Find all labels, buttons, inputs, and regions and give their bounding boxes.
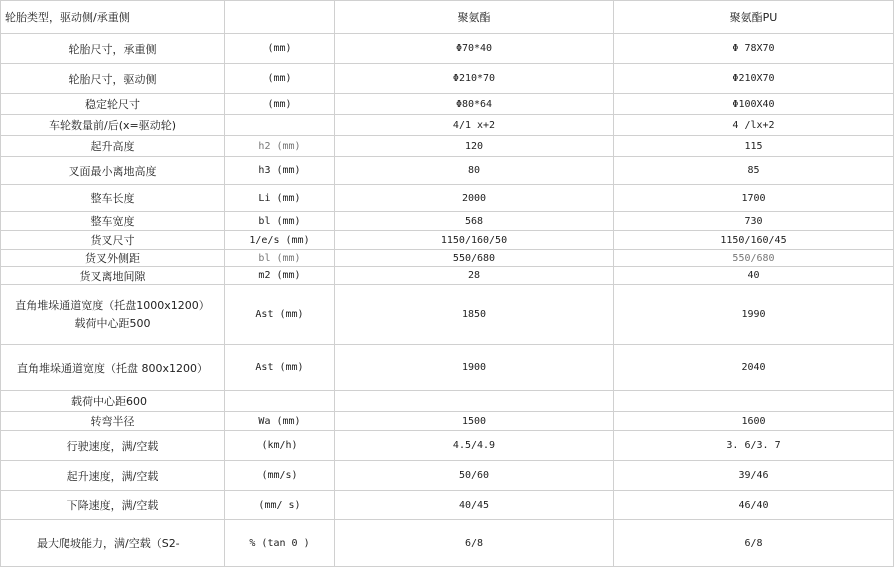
row-value-b: 85 — [614, 157, 894, 185]
row-unit: % (tan 0 ) — [225, 520, 335, 567]
table-row — [1, 136, 894, 157]
row-value-a: 40/45 — [335, 491, 614, 520]
table-row — [1, 431, 894, 461]
row-value-a: Φ70*40 — [335, 34, 614, 64]
row-value-b: 1150/160/45 — [614, 231, 894, 250]
table-row — [1, 1, 894, 34]
row-label: 货叉离地间隙 — [1, 267, 225, 285]
row-label: 轮胎尺寸，驱动侧 — [1, 64, 225, 94]
row-unit: (mm/ s) — [225, 491, 335, 520]
table-row — [1, 34, 894, 64]
row-value-a: 4.5/4.9 — [335, 431, 614, 461]
table-row — [1, 231, 894, 250]
row-value-a: 2000 — [335, 185, 614, 212]
row-value-b: 1990 — [614, 285, 894, 345]
row-value-a: 1500 — [335, 412, 614, 431]
row-label: 稳定轮尺寸 — [1, 94, 225, 115]
row-value-b: 4 /lx+2 — [614, 115, 894, 136]
row-value-b: 1700 — [614, 185, 894, 212]
row-value-b: 40 — [614, 267, 894, 285]
table-row — [1, 185, 894, 212]
row-unit — [225, 1, 335, 34]
row-value-b: 39/46 — [614, 461, 894, 491]
table-row — [1, 115, 894, 136]
row-unit: bl (mm) — [225, 250, 335, 267]
row-label: 货叉外侧距 — [1, 250, 225, 267]
table-row — [1, 391, 894, 412]
table-row — [1, 212, 894, 231]
row-unit: Wa (mm) — [225, 412, 335, 431]
table-row — [1, 412, 894, 431]
row-label-line1: 直角堆垛通道宽度（托盘1000x1200） — [15, 298, 210, 312]
table-row — [1, 157, 894, 185]
row-label: 转弯半径 — [1, 412, 225, 431]
row-value-a: Φ210*70 — [335, 64, 614, 94]
row-value-a: 聚氨酯 — [335, 1, 614, 34]
row-value-b: 2040 — [614, 345, 894, 391]
row-value-a: 550/680 — [335, 250, 614, 267]
row-label: 整车宽度 — [1, 212, 225, 231]
row-value-a: 4/1 x+2 — [335, 115, 614, 136]
row-value-b: Φ210X70 — [614, 64, 894, 94]
table-row — [1, 250, 894, 267]
row-label: 起升高度 — [1, 136, 225, 157]
row-value-a: 568 — [335, 212, 614, 231]
row-value-b: Φ 78X70 — [614, 34, 894, 64]
row-label: 直角堆垛通道宽度（托盘 800x1200） — [1, 345, 225, 391]
row-value-a: 28 — [335, 267, 614, 285]
table-row — [1, 94, 894, 115]
row-value-b: 550/680 — [614, 250, 894, 267]
table-row — [1, 491, 894, 520]
row-value-b — [614, 391, 894, 412]
row-label: 轮胎尺寸，承重侧 — [1, 34, 225, 64]
row-unit: (km/h) — [225, 431, 335, 461]
row-value-b: Φ100X40 — [614, 94, 894, 115]
table-row — [1, 285, 894, 345]
row-unit: 1/e/s (mm) — [225, 231, 335, 250]
table-row — [1, 520, 894, 567]
row-value-b: 聚氨酯PU — [614, 1, 894, 34]
row-value-b: 6/8 — [614, 520, 894, 567]
row-label: 载荷中心距600 — [1, 391, 225, 412]
row-unit: (mm) — [225, 64, 335, 94]
table-row — [1, 267, 894, 285]
row-label-line2: 载荷中心距500 — [74, 316, 151, 330]
row-label: 叉面最小离地高度 — [1, 157, 225, 185]
row-unit: (mm/s) — [225, 461, 335, 491]
table-row — [1, 64, 894, 94]
row-value-a: 120 — [335, 136, 614, 157]
row-label: 整车长度 — [1, 185, 225, 212]
row-value-a: Φ80*64 — [335, 94, 614, 115]
table-row — [1, 461, 894, 491]
row-label: 起升速度，满/空载 — [1, 461, 225, 491]
row-unit: Li (mm) — [225, 185, 335, 212]
row-unit: bl (mm) — [225, 212, 335, 231]
row-unit: Ast (mm) — [225, 345, 335, 391]
row-value-a — [335, 391, 614, 412]
row-value-b: 1600 — [614, 412, 894, 431]
row-label: 车轮数量前/后(x=驱动轮) — [1, 115, 225, 136]
row-unit: h2 (mm) — [225, 136, 335, 157]
table-row — [1, 345, 894, 391]
row-label — [1, 285, 225, 345]
row-value-a: 6/8 — [335, 520, 614, 567]
row-value-b: 46/40 — [614, 491, 894, 520]
row-unit: (mm) — [225, 94, 335, 115]
row-label: 下降速度，满/空载 — [1, 491, 225, 520]
row-value-a: 1150/160/50 — [335, 231, 614, 250]
row-value-b: 115 — [614, 136, 894, 157]
row-value-a: 1850 — [335, 285, 614, 345]
row-value-a: 50/60 — [335, 461, 614, 491]
row-unit: (mm) — [225, 34, 335, 64]
row-unit: Ast (mm) — [225, 285, 335, 345]
row-label: 最大爬坡能力，满/空载（S2- — [1, 520, 225, 567]
row-value-a: 1900 — [335, 345, 614, 391]
row-label: 行驶速度，满/空载 — [1, 431, 225, 461]
row-value-b: 730 — [614, 212, 894, 231]
row-unit: h3 (mm) — [225, 157, 335, 185]
row-value-a: 80 — [335, 157, 614, 185]
row-value-b: 3. 6/3. 7 — [614, 431, 894, 461]
row-unit — [225, 115, 335, 136]
row-unit — [225, 391, 335, 412]
row-label: 轮胎类型，驱动侧/承重侧 — [1, 1, 225, 34]
row-unit: m2 (mm) — [225, 267, 335, 285]
row-label: 货叉尺寸 — [1, 231, 225, 250]
